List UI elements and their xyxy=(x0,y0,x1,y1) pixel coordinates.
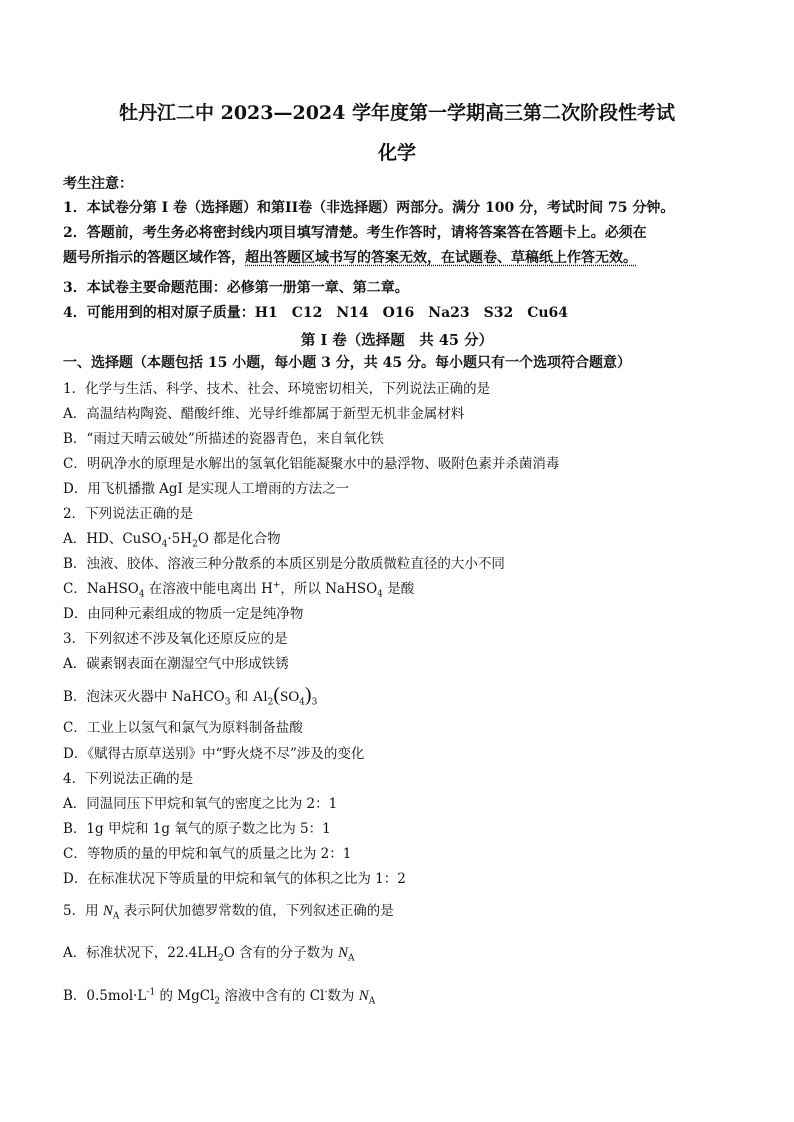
q2-c-sup: + xyxy=(272,580,281,591)
q5-symbol: N xyxy=(102,903,113,919)
q2-c-text: C．NaHSO xyxy=(63,581,139,597)
section-instruction: 一、选择题（本题包括 15 小题，每小题 3 分，共 45 分。每小题只有一个选项符合题意） xyxy=(63,355,631,371)
q5-b-sup: -1 xyxy=(146,987,156,998)
paren-left: ( xyxy=(273,684,280,706)
q5-option-b xyxy=(63,987,375,1005)
q3-option-d: D．《赋得古原草送别》中“野火烧不尽”涉及的变化 xyxy=(63,746,365,762)
q5-option-a xyxy=(63,944,354,962)
notice-item-1: 1．本试卷分第 I 卷（选择题）和第II卷（非选择题）两部分。满分 100 分，考试时间 75 分钟。 xyxy=(63,200,675,216)
q2-c-sub: 4 xyxy=(377,589,383,600)
q5-stem-text: 表示阿伏加德罗常数的值，下列叙述正确的是 xyxy=(119,903,394,919)
q2-option-a xyxy=(63,530,281,548)
q3-option-b xyxy=(63,686,317,706)
q5-a-text: O 含有的分子数为 xyxy=(223,945,338,961)
notice-item-2-cont xyxy=(63,249,637,267)
q5-b-text: 的 MgCl xyxy=(155,988,215,1004)
q2-a-text: O 都是化合物 xyxy=(197,531,281,547)
exam-title: 牡丹江二中 2023—2024 学年度第一学期高三第二次阶段性考试 xyxy=(119,102,675,124)
q2-c-text: 是酸 xyxy=(382,581,415,597)
notice-item-3: 3．本试卷主要命题范围：必修第一册第一章、第二章。 xyxy=(63,280,409,296)
q3-b-sub: 3 xyxy=(224,697,231,708)
notice-item-4: 4．可能用到的相对原子质量：H1 C12 N14 O16 Na23 S32 Cu64 xyxy=(63,305,569,321)
q2-a-text: A．HD、CuSO xyxy=(63,531,162,547)
q2-option-c xyxy=(63,580,414,598)
q5-stem-text: 5．用 xyxy=(63,903,103,919)
q4-option-b: B．1g 甲烷和 1g 氧气的原子数之比为 5：1 xyxy=(63,821,331,837)
notice-heading: 考生注意： xyxy=(63,176,133,192)
q3-b-sub: 4 xyxy=(299,697,305,708)
notice-item-2: 2．答题前，考生务必将密封线内项目填写清楚。考生作答时，请将答案答在答题卡上。必须在 xyxy=(63,225,647,241)
q5-stem xyxy=(63,902,394,920)
q4-option-a: A．同温同压下甲烷和氧气的密度之比为 2：1 xyxy=(63,796,338,812)
q1-option-a: A．高温结构陶瓷、醋酸纤维、光导纤维都属于新型无机非金属材料 xyxy=(63,406,465,422)
q2-a-sub: 2 xyxy=(192,539,198,550)
notice-item-2-text: 题号所指示的答题区域作答， xyxy=(63,250,245,266)
q5-symbol-sub: A xyxy=(368,996,376,1007)
q2-c-sub: 4 xyxy=(138,589,145,600)
q5-b-text: 溶液中含有的 Cl xyxy=(220,988,325,1004)
q5-symbol-sub: A xyxy=(112,911,120,922)
q2-stem: 2．下列说法正确的是 xyxy=(63,506,194,522)
q5-b-text: B．0.5mol·L xyxy=(63,988,147,1004)
q5-symbol: N xyxy=(337,945,348,961)
q3-option-a: A．碳素钢表面在潮湿空气中形成铁锈 xyxy=(63,656,289,672)
q5-a-text: A．标准状况下，22.4LH xyxy=(63,945,219,961)
q3-b-sub: 2 xyxy=(267,697,274,708)
q3-b-formula: SO xyxy=(279,689,300,705)
q2-a-sub: 4 xyxy=(161,539,168,550)
q5-b-sup: - xyxy=(324,987,328,998)
section-title: 第 I 卷（选择题 共 45 分） xyxy=(300,332,494,349)
notice-item-2-emphasis: 超出答题区域书写的答案无效，在试题卷、草稿纸上作答无效。 xyxy=(245,250,637,266)
q3-b-formula: Al xyxy=(252,689,268,705)
q3-b-text: B．泡沫灭火器中 NaHCO xyxy=(63,689,225,705)
q1-option-b: B．“雨过天晴云破处”所描述的瓷器青色，来自氧化铁 xyxy=(63,431,384,447)
q4-stem: 4．下列说法正确的是 xyxy=(63,771,194,787)
q2-option-b: B．浊液、胶体、溶液三种分散系的本质区别是分散质微粒直径的大小不同 xyxy=(63,556,505,572)
subject-title: 化学 xyxy=(377,142,416,164)
q2-option-d: D．由同种元素组成的物质一定是纯净物 xyxy=(63,606,304,622)
q1-option-c: C．明矾净水的原理是水解出的氢氧化铝能凝聚水中的悬浮物、吸附色素并杀菌消毒 xyxy=(63,456,560,472)
q5-symbol: N xyxy=(358,988,369,1004)
q5-b-sub: 2 xyxy=(214,996,221,1007)
q5-symbol-sub: A xyxy=(347,953,355,964)
q5-a-sub: 2 xyxy=(218,953,224,964)
q4-option-c: C．等物质的量的甲烷和氧气的质量之比为 2：1 xyxy=(63,846,352,862)
q3-stem: 3．下列叙述不涉及氧化还原反应的是 xyxy=(63,631,288,647)
q3-option-c: C．工业上以氢气和氯气为原料制备盐酸 xyxy=(63,720,303,736)
q2-c-text: 在溶液中能电离出 H xyxy=(144,581,273,597)
q1-stem: 1．化学与生活、科学、技术、社会、环境密切相关，下列说法正确的是 xyxy=(63,381,491,397)
q5-b-text: 数为 xyxy=(327,988,359,1004)
q4-option-d: D．在标准状况下等质量的甲烷和氧气的体积之比为 1：2 xyxy=(63,871,406,887)
paren-right: ) xyxy=(304,684,312,706)
q3-b-text: 和 xyxy=(230,689,253,705)
q2-a-text: ·5H xyxy=(167,531,193,547)
q3-b-sub: 3 xyxy=(311,697,318,708)
q2-c-text: ，所以 NaHSO xyxy=(280,581,378,597)
q1-option-d: D．用飞机播撒 AgI 是实现人工增雨的方法之一 xyxy=(63,481,350,497)
